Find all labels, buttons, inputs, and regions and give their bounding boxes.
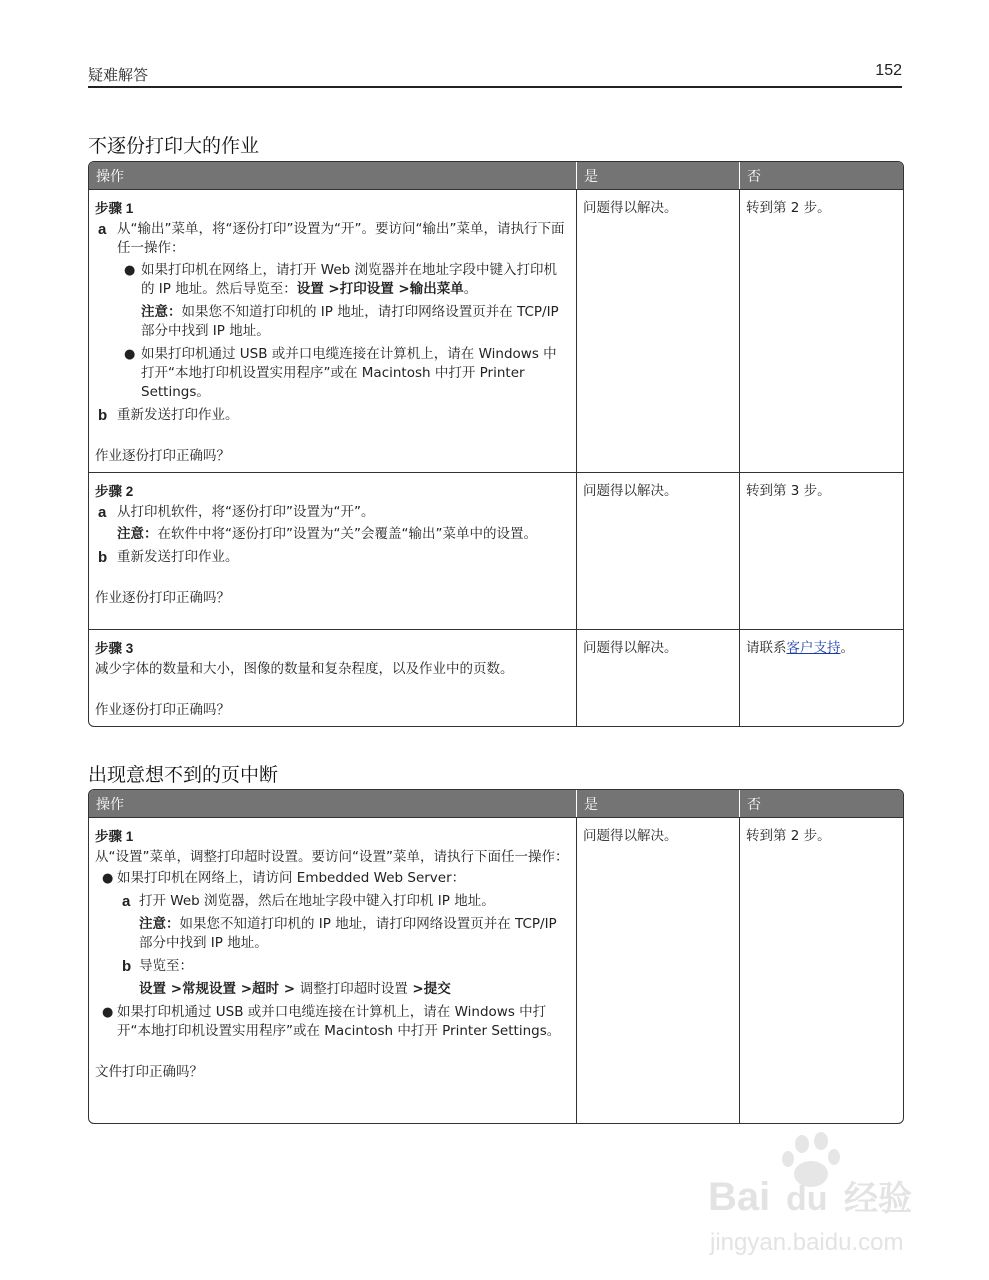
question: 作业逐份打印正确吗？ — [95, 702, 230, 718]
section-title-collation: 不逐份打印大的作业 — [88, 135, 260, 157]
action-cell — [89, 817, 576, 1123]
item-text: 打开 Web 浏览器，然后在地址字段中键入打印机 IP 地址。 — [139, 893, 495, 909]
question: 作业逐份打印正确吗？ — [95, 448, 230, 464]
page-break-table — [88, 789, 904, 1124]
note-text: 在软件中将“逐份打印”设置为“关”会覆盖“输出”菜单中的设置。 — [157, 526, 537, 542]
bullet-text: 如果打印机通过 USB 或并口电缆连接在计算机上，请在 Windows 中打开“本地打印机设置实用程序”或在 Macintosh 中打开 Printer Settings。 — [141, 346, 557, 400]
bullet-icon: ● — [102, 1005, 114, 1020]
no-cell: 转到第 2 步。 — [739, 817, 903, 1123]
table-row — [89, 629, 903, 726]
bullet-icon: ● — [124, 263, 136, 278]
path-part-b: 调整打印超时设置 — [299, 981, 408, 997]
note — [141, 303, 570, 341]
yes-cell: 问题得以解决。 — [576, 629, 739, 726]
item-letter: b — [122, 958, 132, 975]
watermark-brand: Bai — [708, 1175, 771, 1219]
bullet-item — [95, 869, 570, 888]
col-action-header: 操作 — [89, 790, 576, 817]
section-name: 疑难解答 — [88, 66, 149, 84]
paw-icon — [782, 1132, 840, 1187]
bullet-item — [117, 261, 570, 299]
list-item — [95, 220, 570, 258]
page-header — [88, 60, 902, 88]
no-end: 。 — [840, 640, 854, 656]
col-no-header: 否 — [739, 790, 903, 817]
action-cell — [89, 472, 576, 629]
bullet-icon: ● — [124, 347, 136, 362]
col-yes-header: 是 — [576, 790, 739, 817]
action-cell — [89, 189, 576, 472]
item-text: 从打印机软件，将“逐份打印”设置为“开”。 — [117, 504, 375, 520]
no-cell: 转到第 3 步。 — [739, 472, 903, 629]
step-label: 步骤 3 — [95, 641, 134, 656]
bullet-item — [95, 1003, 570, 1041]
question: 作业逐份打印正确吗？ — [95, 590, 230, 606]
no-cell: 转到第 2 步。 — [739, 189, 903, 472]
watermark-brand2: du — [786, 1180, 828, 1218]
item-letter: b — [98, 407, 108, 424]
table-row — [89, 472, 903, 629]
step-text: 减少字体的数量和大小，图像的数量和复杂程度，以及作业中的页数。 — [95, 661, 514, 677]
list-item — [117, 957, 570, 976]
note — [117, 525, 570, 544]
item-text: 重新发送打印作业。 — [117, 549, 239, 565]
table-row — [89, 189, 903, 472]
bullet-text: 如果打印机通过 USB 或并口电缆连接在计算机上，请在 Windows 中打开“本地打印机设置实用程序”或在 Macintosh 中打开 Printer Settings。 — [117, 1004, 561, 1039]
item-letter: a — [122, 893, 131, 910]
list-item — [95, 503, 570, 522]
path-part-a: 设置 >常规设置 >超时 > — [139, 981, 300, 997]
note-text: 如果您不知道打印机的 IP 地址，请打印网络设置页并在 TCP/IP 部分中找到 IP 地址。 — [139, 916, 557, 951]
note-text: 如果您不知道打印机的 IP 地址，请打印网络设置页并在 TCP/IP 部分中找到 IP 地址。 — [141, 304, 559, 339]
col-yes-header: 是 — [576, 162, 739, 189]
no-text: 请联系 — [746, 640, 787, 656]
bullet-item — [117, 345, 570, 402]
page-number: 152 — [875, 62, 902, 79]
bullet-text: 如果打印机在网络上，请打开 Web 浏览器并在地址字段中键入打印机的 IP 地址。然后导览至： — [141, 262, 558, 297]
item-text: 导览至： — [139, 958, 193, 974]
table-row — [89, 817, 903, 1123]
note-label: 注意： — [117, 526, 158, 542]
bullet-text: 如果打印机在网络上，请访问 Embedded Web Server： — [117, 870, 466, 886]
menu-path — [139, 980, 570, 999]
note-label: 注意： — [139, 916, 180, 932]
item-letter: a — [98, 504, 107, 521]
question: 文件打印正确吗？ — [95, 1064, 203, 1080]
list-item — [95, 548, 570, 567]
watermark-word: 经验 — [844, 1179, 912, 1219]
bullet-end: 。 — [463, 281, 478, 297]
step-label: 步骤 2 — [95, 484, 134, 499]
baidu-jingyan-watermark — [706, 1132, 926, 1257]
col-no-header: 否 — [739, 162, 903, 189]
note-label: 注意： — [141, 304, 182, 320]
item-letter: a — [98, 221, 107, 238]
item-text: 重新发送打印作业。 — [117, 407, 239, 423]
section-title-page-break: 出现意想不到的页中断 — [88, 764, 279, 786]
col-action-header: 操作 — [89, 162, 576, 189]
watermark-url: jingyan.baidu.com — [710, 1229, 904, 1256]
step-label: 步骤 1 — [95, 829, 134, 844]
item-text: 从“输出”菜单，将“逐份打印”设置为“开”。要访问“输出”菜单，请执行下面任一操作： — [117, 221, 565, 256]
collation-table — [88, 161, 904, 727]
item-letter: b — [98, 549, 108, 566]
list-item — [95, 406, 570, 425]
yes-cell: 问题得以解决。 — [576, 817, 739, 1123]
step-label: 步骤 1 — [95, 201, 134, 216]
bullet-icon: ● — [102, 871, 114, 886]
menu-path: 设置 >打印设置 >输出菜单 — [296, 281, 464, 297]
path-part-c: >提交 — [407, 981, 451, 997]
list-item — [117, 892, 570, 911]
customer-support-link[interactable]: 客户支持 — [786, 640, 841, 656]
no-cell — [739, 629, 903, 726]
action-cell — [89, 629, 576, 726]
yes-cell: 问题得以解决。 — [576, 472, 739, 629]
note — [139, 915, 570, 953]
step-intro: 从“设置”菜单，调整打印超时设置。要访问“设置”菜单，请执行下面任一操作： — [95, 849, 569, 865]
yes-cell: 问题得以解决。 — [576, 189, 739, 472]
